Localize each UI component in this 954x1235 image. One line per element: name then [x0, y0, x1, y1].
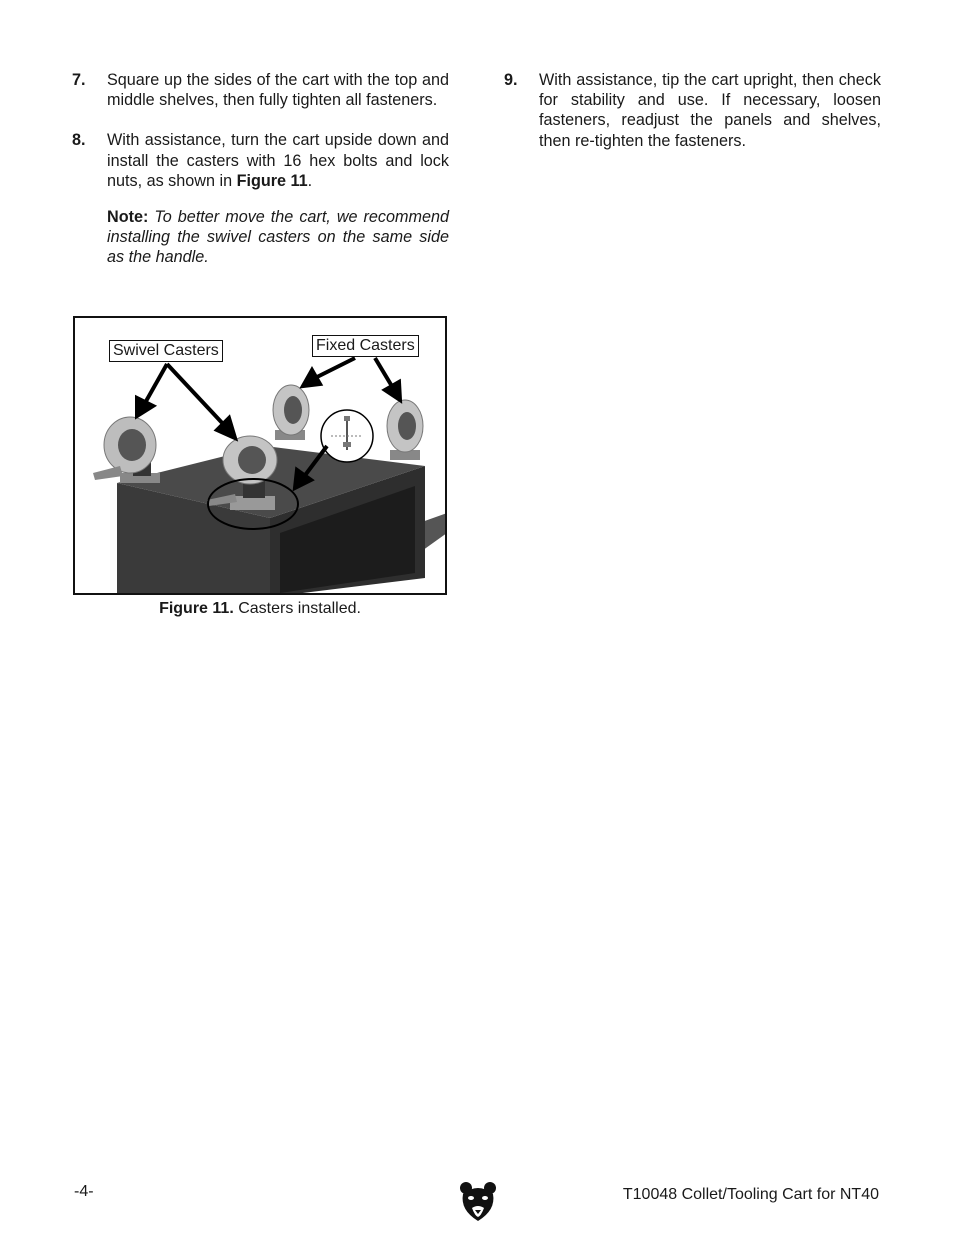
left-column — [72, 70, 449, 268]
document-title: T10048 Collet/Tooling Cart for NT40 — [622, 1186, 879, 1203]
step-number: 8. — [72, 131, 86, 150]
step-text: With assistance, turn the cart upside down and install the casters with 16 hex bolts and lock nuts, as shown in — [107, 131, 449, 190]
fixed-caster-back — [273, 385, 309, 440]
step-number: 9. — [504, 71, 518, 89]
step-8 — [72, 130, 449, 191]
swivel-caster-left — [93, 417, 160, 483]
step-9 — [504, 70, 881, 151]
step-text: Square up the sides of the cart with the top and middle shelves, then fully tighten all fasteners. — [107, 71, 449, 110]
fixed-caster-right — [387, 400, 423, 460]
bear-head-logo-icon — [459, 1180, 497, 1222]
note — [72, 207, 449, 268]
figure-11 — [73, 316, 447, 595]
step-number: 7. — [72, 71, 86, 89]
page-number: -4- — [74, 1183, 94, 1200]
swivel-casters-label: Swivel Casters — [109, 340, 223, 362]
note-label: Note: — [107, 208, 149, 227]
step-text-end: . — [307, 171, 313, 190]
step-7 — [72, 70, 449, 110]
figure-reference: Figure 11 — [236, 171, 308, 190]
figure-caption — [73, 600, 447, 618]
bolt-detail-inset — [321, 410, 373, 462]
step-text: With assistance, tip the cart upright, then check for stability and use. If necessary, loosen fasteners, readjust the panels and shelves, then re-tighten the fasteners. — [539, 71, 881, 150]
right-column — [504, 70, 881, 171]
caption-text: Casters installed. — [238, 600, 361, 617]
caption-label: Figure 11. — [159, 600, 234, 617]
note-text: To better move the cart, we recommend installing the swivel casters on the same side as the handle. — [107, 208, 449, 267]
fixed-casters-label: Fixed Casters — [312, 335, 419, 357]
